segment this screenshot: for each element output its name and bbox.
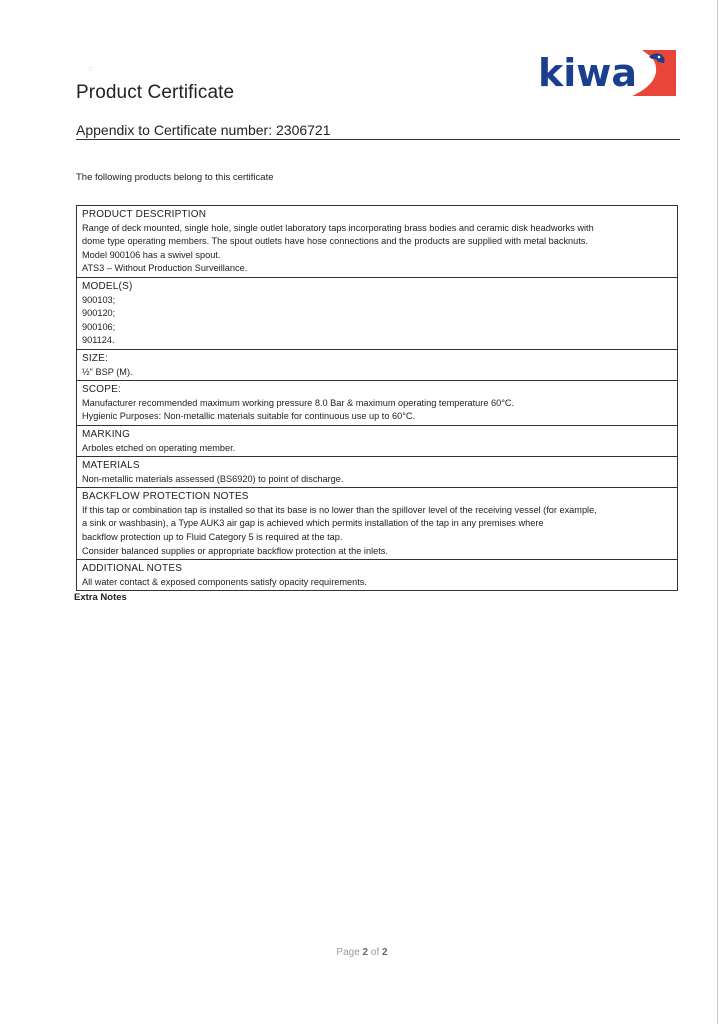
certificate-number: 2306721 [276, 122, 331, 138]
page-current: 2 [362, 947, 369, 958]
section-backflow-protection-notes [77, 487, 677, 559]
section-heading: SCOPE: [82, 384, 121, 396]
section-marking [77, 425, 677, 456]
section-heading: PRODUCT DESCRIPTION [82, 209, 207, 220]
logo-wordmark: kiwa [538, 51, 638, 95]
appendix-line [76, 122, 331, 138]
section-heading: ADDITIONAL NOTES [82, 563, 183, 575]
scan-speck: ·: [88, 66, 93, 73]
page-word: Page [336, 947, 360, 958]
section-line: Consider balanced supplies or appropriate backflow protection at the inlets. [82, 545, 388, 556]
model-number: 900106; [82, 321, 116, 332]
section-product-description [77, 206, 677, 277]
section-line: All water contact & exposed components satisfy opacity requirements. [82, 576, 367, 587]
intro-text: The following products belong to this certificate [76, 172, 274, 183]
section-models [77, 277, 677, 349]
product-details-table [76, 205, 678, 591]
section-line: If this tap or combination tap is installed so that its base is no lower than the spillover level of the receiving vessel (for example, [82, 504, 597, 515]
section-line: Hygienic Purposes: Non-metallic materials suitable for continuous use up to 60°C. [82, 411, 416, 422]
section-additional-notes [77, 559, 677, 590]
page-of: of [370, 947, 380, 958]
model-number: 900103; [82, 294, 116, 305]
model-number: 901124. [82, 335, 115, 346]
section-heading: MARKING [82, 428, 131, 440]
page-total: 2 [382, 947, 388, 958]
section-heading: MODEL(S) [82, 280, 133, 292]
scan-edge-line [717, 0, 718, 1024]
section-line: Manufacturer recommended maximum working pressure 8.0 Bar & maximum operating temperature 60°C. [82, 397, 515, 408]
section-line: backflow protection up to Fluid Category 5 is required at the tap. [82, 532, 343, 543]
section-size [77, 349, 677, 380]
section-line: dome type operating members. The spout outlets have hose connections and the products are supplied with metal backnuts. [82, 236, 588, 247]
kiwa-logo [536, 48, 676, 98]
section-materials [77, 456, 677, 487]
document-title: Product Certificate [76, 82, 235, 103]
header-rule [76, 139, 680, 140]
section-line: ATS3 – Without Production Surveillance. [82, 263, 248, 274]
section-line: Arboles etched on operating member. [82, 442, 236, 453]
section-heading: MATERIALS [82, 460, 140, 472]
section-heading: SIZE: [82, 352, 109, 364]
model-number: 900120; [82, 308, 116, 319]
appendix-label: Appendix to Certificate number: [76, 122, 273, 138]
section-line: Range of deck mounted, single hole, single outlet laboratory taps incorporating brass bodies and ceramic disk headworks with [82, 222, 594, 233]
section-scope [77, 380, 677, 425]
section-line: ½" BSP (M). [82, 366, 133, 377]
section-line: Non-metallic materials assessed (BS6920) to point of discharge. [82, 473, 344, 484]
extra-notes-heading: Extra Notes [74, 592, 127, 603]
section-line: Model 900106 has a swivel spout. [82, 249, 221, 260]
page-number [0, 947, 724, 958]
section-line: a sink or washbasin), a Type AUK3 air gap is achieved which permits installation of the tap in any premises where [82, 518, 544, 529]
section-heading: BACKFLOW PROTECTION NOTES [82, 491, 249, 503]
